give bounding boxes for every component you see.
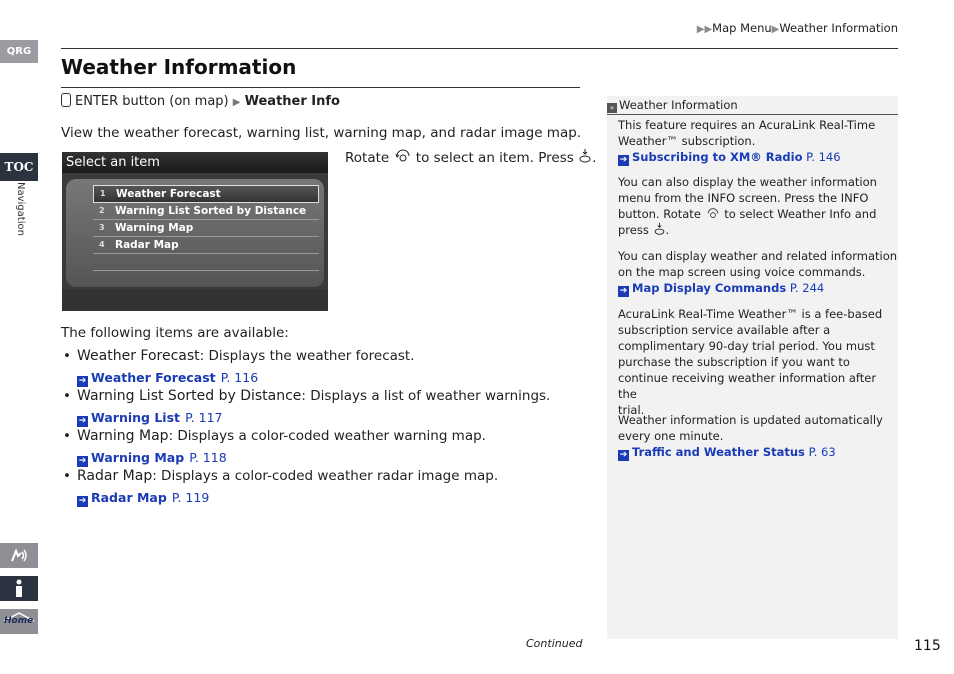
home-label: Home <box>4 616 34 626</box>
page-number: 115 <box>914 638 941 654</box>
top-divider <box>61 48 898 49</box>
path-button: ENTER button (on map) <box>75 94 229 109</box>
info-icon <box>13 579 25 599</box>
xref-link[interactable]: ➔ Weather Forecast P. 116 <box>78 370 259 386</box>
screen-menu-item: 3 Warning Map <box>93 220 319 237</box>
screen-image <box>62 152 328 311</box>
voice-command-icon <box>9 547 29 565</box>
screen-menu-item <box>93 254 319 271</box>
xref-link[interactable]: ➔ Warning List P. 117 <box>78 410 223 426</box>
qrg-tab[interactable]: QRG <box>0 40 38 63</box>
xref-link[interactable]: ➔ Traffic and Weather Status P. 63 <box>619 445 836 460</box>
link-arrow-icon: ➔ <box>78 456 87 466</box>
breadcrumb-arrow-icon: ▶ <box>771 24 780 35</box>
page-title: Weather Information <box>61 55 297 79</box>
info-tab[interactable] <box>0 576 38 601</box>
link-arrow-icon: ➔ <box>78 496 87 506</box>
link-arrow-icon: ➔ <box>619 286 628 296</box>
press-knob-icon <box>653 222 666 236</box>
link-arrow-icon: ➔ <box>78 376 87 386</box>
section-label: Navigation <box>15 182 26 236</box>
note-paragraph: AcuraLink Real-Time Weather™ is a fee-based subscription service available after a complimentary 90-day trial period. You must purchase the subscription if you want to continue receiving weather information after the trial. <box>618 307 883 417</box>
xref-link[interactable]: ➔ Warning Map P. 118 <box>78 450 227 466</box>
title-divider <box>61 87 580 88</box>
note-paragraph: You can also display the weather information menu from the INFO screen. Press the INFO button. Rotate to select Weather Info and press . <box>618 175 877 237</box>
note-marker-icon: » <box>607 103 617 113</box>
screen-menu-item: 2 Warning List Sorted by Distance <box>93 203 319 220</box>
link-arrow-icon: ➔ <box>78 416 87 426</box>
screen-menu-item: 4 Radar Map <box>93 237 319 254</box>
link-arrow-icon: ➔ <box>619 155 628 165</box>
enter-button-icon <box>61 93 71 107</box>
path-arrow-icon: ▶ <box>232 97 241 108</box>
voice-tab[interactable] <box>0 543 38 568</box>
rotate-knob-icon <box>394 148 412 164</box>
screen-menu <box>93 185 319 287</box>
xref-link[interactable]: ➔ Radar Map P. 119 <box>78 490 210 506</box>
xref-link[interactable]: ➔ Subscribing to XM® Radio P. 146 <box>619 150 841 165</box>
available-heading: The following items are available: <box>61 325 289 341</box>
notes-heading: » Weather Information <box>607 96 898 115</box>
screen-menu-item: 1 Weather Forecast <box>93 185 319 203</box>
xref-link[interactable]: ➔ Map Display Commands P. 244 <box>619 281 825 296</box>
home-tab[interactable] <box>0 609 38 634</box>
press-knob-icon <box>578 148 592 164</box>
breadcrumb-item: Weather Information <box>779 21 898 35</box>
menu-path <box>61 93 340 109</box>
toc-tab[interactable]: TOC <box>0 153 38 181</box>
note-paragraph: You can display weather and related information on the map screen using voice commands. ➔ Map Display Commands P. 244 <box>618 249 898 296</box>
rotate-knob-icon <box>705 207 721 220</box>
link-arrow-icon: ➔ <box>619 450 628 460</box>
rotate-instruction: Rotate to select an item. Press . <box>345 150 597 166</box>
screen-bottom-bar <box>62 289 328 311</box>
path-target: Weather Info <box>244 94 340 109</box>
notes-panel <box>607 96 898 639</box>
intro-text: View the weather forecast, warning list, warning map, and radar image map. <box>61 125 582 141</box>
breadcrumb-arrow-icon: ▶▶ <box>696 24 713 35</box>
breadcrumb-item[interactable]: Map Menu <box>712 21 772 35</box>
breadcrumb <box>697 21 898 35</box>
screen-menu-item <box>93 271 319 287</box>
screen-title: Select an item <box>62 152 328 173</box>
continued-label: Continued <box>526 637 583 650</box>
note-paragraph: This feature requires an AcuraLink Real-Time Weather™ subscription. ➔ Subscribing to XM® Radio P. 146 <box>618 118 876 165</box>
note-paragraph: Weather information is updated automatically every one minute. ➔ Traffic and Weather Status P. 63 <box>618 413 883 460</box>
